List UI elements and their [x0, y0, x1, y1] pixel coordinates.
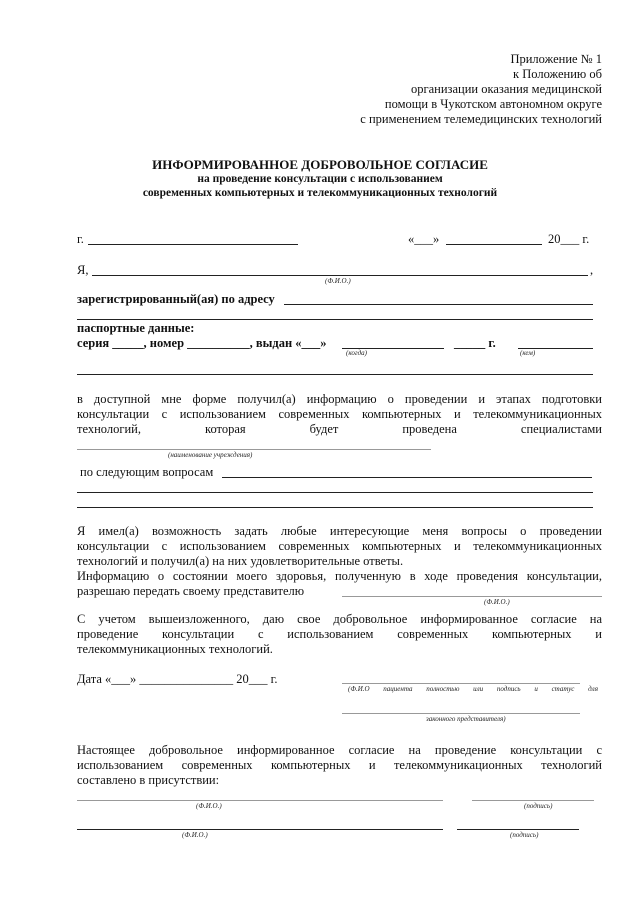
when-caption: (когда) — [346, 349, 367, 357]
address-field[interactable] — [284, 304, 593, 305]
witness1-sign-field[interactable] — [472, 800, 594, 801]
header-line: помощи в Чукотском автономном округе — [384, 97, 602, 111]
witness2-fio-caption: (Ф.И.О.) — [182, 831, 208, 839]
para1-line: консультации с использованием современных компьютерных и телекоммуникационных — [77, 407, 602, 421]
para4-line: Настоящее добровольное информированное согласие на проведение консультации с — [77, 743, 602, 757]
city-label: г. — [77, 232, 84, 246]
passport-field-2[interactable] — [77, 374, 593, 375]
document-subtitle: современных компьютерных и телекоммуникационных технологий — [142, 187, 498, 199]
header-line: к Положению об — [513, 67, 602, 81]
para2-line: разрешаю передать своему представителю — [77, 584, 305, 598]
signature-caption: (Ф.И.О пациента полностью или подпись и статус для — [348, 685, 598, 693]
para2-line: Информацию о состоянии моего здоровья, полученную в ходе проведения консультации, — [77, 569, 602, 583]
representative-field[interactable] — [342, 596, 602, 597]
patient-signature-field[interactable] — [342, 683, 580, 684]
ya-label: Я, — [77, 263, 89, 277]
para3-line: проведение консультации с использованием современных компьютерных и — [77, 627, 602, 641]
passport-series-label: серия _____, номер __________, выдан «___» — [77, 336, 327, 350]
witness1-fio-caption: (Ф.И.О.) — [196, 802, 222, 810]
date-label: Дата «___» _______________ 20___ г. — [77, 672, 278, 686]
header-line: с применением телемедицинских технологий — [360, 112, 602, 126]
para3-line: телекоммуникационных технологий. — [77, 642, 273, 656]
witness1-sign-caption: (подпись) — [524, 802, 553, 810]
institution-field[interactable] — [77, 449, 431, 450]
comma: , — [590, 263, 594, 277]
date-month-field[interactable] — [446, 244, 542, 245]
document-title: ИНФОРМИРОВАННОЕ ДОБРОВОЛЬНОЕ СОГЛАСИЕ — [152, 157, 488, 172]
fio-caption: (Ф.И.О.) — [325, 277, 351, 285]
passport-label: паспортные данные: — [77, 321, 195, 335]
representative-signature-field[interactable] — [342, 713, 580, 714]
address-field-2[interactable] — [77, 319, 593, 320]
address-label: зарегистрированный(ая) по адресу — [77, 292, 275, 306]
passport-year: _____ г. — [454, 336, 496, 350]
para2-line: технологий и получил(а) на них удовлетворительные ответы. — [77, 554, 404, 568]
questions-field-2[interactable] — [77, 492, 593, 493]
institution-caption: (наименование учреждения) — [168, 451, 253, 459]
city-field[interactable] — [88, 244, 298, 245]
header-line: Приложение № 1 — [510, 52, 602, 66]
para2-line: консультации с использованием современных компьютерных и телекоммуникационных — [77, 539, 602, 553]
questions-field-3[interactable] — [77, 507, 593, 508]
para3-line: С учетом вышеизложенного, даю свое добровольное информированное согласие на — [77, 612, 602, 626]
fio-caption-2: (Ф.И.О.) — [484, 598, 510, 606]
para4-line: использованием современных компьютерных и телекоммуникационных технологий — [77, 758, 602, 772]
date-year: 20___ г. — [548, 232, 590, 246]
date-day: «___» — [408, 232, 440, 246]
appendix-header — [360, 52, 602, 127]
signature-caption-2: законного представителя) — [426, 715, 506, 723]
who-caption: (кем) — [520, 349, 536, 357]
witness1-fio-field[interactable] — [77, 800, 443, 801]
para1-line: в доступной мне форме получил(а) информацию о проведении и этапах подготовки — [77, 392, 602, 406]
para2-line: Я имел(а) возможность задать любые интересующие меня вопросы о проведении — [77, 524, 602, 538]
questions-label: по следующим вопросам — [80, 465, 214, 479]
para4-line: составлено в присутствии: — [77, 773, 220, 787]
para1-line: технологий, которая будет проведена специалистами — [77, 422, 602, 436]
header-line: организации оказания медицинской — [411, 82, 602, 96]
document-subtitle: на проведение консультации с использованием — [197, 173, 443, 185]
witness2-fio-field[interactable] — [77, 829, 443, 830]
questions-field[interactable] — [222, 477, 592, 478]
witness2-sign-field[interactable] — [457, 829, 579, 830]
fio-field[interactable] — [92, 275, 588, 276]
witness2-sign-caption: (подпись) — [510, 831, 539, 839]
